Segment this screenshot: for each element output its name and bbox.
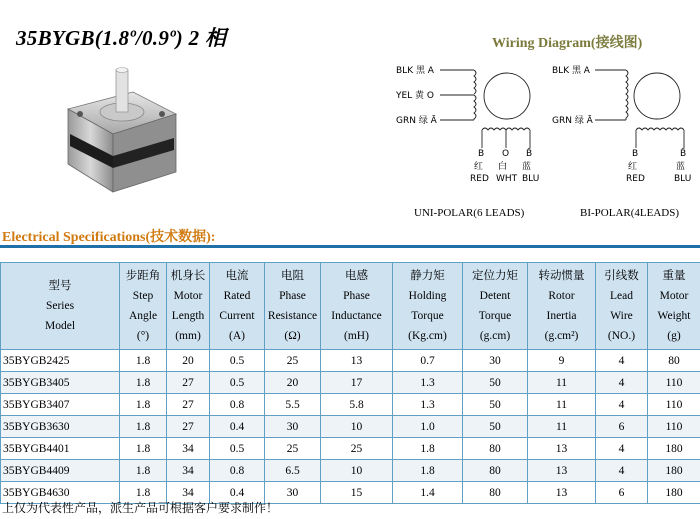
bi-label-grn: GRN 绿 Ā xyxy=(552,116,593,126)
table-cell: 27 xyxy=(167,416,210,438)
header-line: (g.cm²) xyxy=(544,330,579,342)
header-line: 型号 xyxy=(48,280,72,292)
table-cell: 6 xyxy=(596,416,648,438)
header-line: Inertia xyxy=(546,310,577,322)
header-line: 转动惯量 xyxy=(538,270,585,282)
table-header-cell xyxy=(463,263,528,350)
table-cell: 1.8 xyxy=(120,394,167,416)
table-row xyxy=(1,372,700,394)
table-cell: 0.8 xyxy=(210,394,265,416)
table-row xyxy=(1,438,700,460)
table-cell: 10 xyxy=(321,416,393,438)
table-cell: 5.5 xyxy=(265,394,321,416)
header-line: 电流 xyxy=(225,270,249,282)
header-line: 重量 xyxy=(662,270,686,282)
header-line: Motor xyxy=(659,290,689,302)
uni-label-blu-cn: 蓝 xyxy=(522,162,532,172)
table-cell: 13 xyxy=(528,460,596,482)
table-cell: 1.8 xyxy=(120,438,167,460)
model-cell: 35BYGB3407 xyxy=(1,394,120,416)
model-cell: 35BYGB4409 xyxy=(1,460,120,482)
table-cell: 4 xyxy=(596,394,648,416)
header-line: Length xyxy=(171,310,205,322)
table-cell: 1.8 xyxy=(393,460,463,482)
bi-label-b: B xyxy=(632,149,639,159)
table-cell: 25 xyxy=(265,350,321,372)
footer-note: 上仅为代表性产品，派生产品可根据客户要求制作！ xyxy=(2,501,279,515)
table-cell: 10 xyxy=(321,460,393,482)
table-cell: 0.5 xyxy=(210,438,265,460)
model-cell: 35BYGB4401 xyxy=(1,438,120,460)
uni-label-blk: BLK 黑 A xyxy=(396,66,434,76)
header-line: (g) xyxy=(667,330,681,342)
table-cell: 1.8 xyxy=(120,416,167,438)
table-cell: 27 xyxy=(167,372,210,394)
uni-label-bbar: B̄ xyxy=(526,149,533,159)
unipolar-caption: UNI-POLAR(6 LEADS) xyxy=(414,207,525,219)
table-row xyxy=(1,460,700,482)
header-line: (mm) xyxy=(175,330,201,342)
table-header-cell xyxy=(393,263,463,350)
table-cell: 1.3 xyxy=(393,372,463,394)
table-header-cell xyxy=(167,263,210,350)
table-header-cell xyxy=(265,263,321,350)
bi-label-red-cn: 红 xyxy=(628,162,638,172)
table-cell: 1.8 xyxy=(120,460,167,482)
table-cell: 1.8 xyxy=(393,438,463,460)
header-line: Angle xyxy=(128,310,158,322)
header-line: Inductance xyxy=(331,310,382,322)
table-header-cell xyxy=(1,263,120,350)
table-row xyxy=(1,350,700,372)
table-cell: 4 xyxy=(596,350,648,372)
header-line: (NO.) xyxy=(607,330,636,342)
uni-label-b: B xyxy=(478,149,485,159)
table-cell: 180 xyxy=(648,482,700,504)
wiring-diagram xyxy=(390,58,700,223)
table-header-cell xyxy=(210,263,265,350)
table-cell: 0.8 xyxy=(210,460,265,482)
page-title: 35BYGB(1.8º/0.9º) 2 相 xyxy=(16,26,227,50)
uni-label-wht: WHT xyxy=(496,174,518,184)
header-line: Rotor xyxy=(548,290,575,302)
header-line: (A) xyxy=(229,330,245,342)
model-cell: 35BYGB4630 xyxy=(1,482,120,504)
table-cell: 0.5 xyxy=(210,372,265,394)
stepper-motor-image xyxy=(58,64,183,199)
table-cell: 50 xyxy=(463,416,528,438)
header-line: Detent xyxy=(479,290,511,302)
header-line: Phase xyxy=(279,290,306,302)
model-cell: 35BYGB3405 xyxy=(1,372,120,394)
bi-label-blu: BLU xyxy=(674,174,692,184)
uni-label-red-cn: 红 xyxy=(474,162,484,172)
table-cell: 110 xyxy=(648,416,700,438)
table-cell: 180 xyxy=(648,460,700,482)
table-cell: 0.4 xyxy=(210,416,265,438)
bi-label-blu-cn: 蓝 xyxy=(676,162,686,172)
header-line: Phase xyxy=(343,290,370,302)
header-line: 步距角 xyxy=(125,270,161,282)
bi-label-blk: BLK 黑 A xyxy=(552,66,590,76)
table-cell: 0.7 xyxy=(393,350,463,372)
table-cell: 1.8 xyxy=(120,372,167,394)
uni-label-grn: GRN 绿 Ā xyxy=(396,116,437,126)
table-row xyxy=(1,416,700,438)
header-line: Lead xyxy=(610,290,633,302)
header-line: 电感 xyxy=(345,270,368,282)
table-cell: 4 xyxy=(596,372,648,394)
table-cell: 4 xyxy=(596,460,648,482)
table-cell: 25 xyxy=(265,438,321,460)
table-cell: 80 xyxy=(463,482,528,504)
table-row xyxy=(1,394,700,416)
header-line: Motor xyxy=(173,290,203,302)
bi-label-red: RED xyxy=(626,174,645,184)
table-cell: 1.3 xyxy=(393,394,463,416)
table-cell: 4 xyxy=(596,438,648,460)
table-cell: 13 xyxy=(528,482,596,504)
table-cell: 34 xyxy=(167,482,210,504)
table-cell: 30 xyxy=(463,350,528,372)
header-line: 静力矩 xyxy=(410,270,445,282)
table-cell: 80 xyxy=(463,460,528,482)
uni-label-yel: YEL 黄 O xyxy=(396,91,435,101)
table-header-cell xyxy=(321,263,393,350)
header-line: (mH) xyxy=(344,330,369,342)
table-cell: 110 xyxy=(648,372,700,394)
header-line: Torque xyxy=(478,310,512,322)
header-line: (g.cm) xyxy=(479,330,511,342)
header-line: (Kg.cm) xyxy=(408,330,447,342)
section-divider xyxy=(0,245,700,248)
header-line: Step xyxy=(132,290,154,302)
table-cell: 80 xyxy=(463,438,528,460)
header-line: Torque xyxy=(411,310,444,322)
table-cell: 1.8 xyxy=(120,482,167,504)
header-line: 电阻 xyxy=(281,270,304,282)
table-cell: 30 xyxy=(265,416,321,438)
header-line: Resistance xyxy=(267,310,318,322)
table-cell: 11 xyxy=(528,372,596,394)
uni-label-o: O xyxy=(502,149,510,159)
table-cell: 180 xyxy=(648,438,700,460)
table-cell: 27 xyxy=(167,394,210,416)
header-line: (°) xyxy=(136,330,150,342)
table-cell: 17 xyxy=(321,372,393,394)
table-header-cell xyxy=(120,263,167,350)
header-line: 引线数 xyxy=(604,270,639,282)
table-cell: 50 xyxy=(463,372,528,394)
table-cell: 9 xyxy=(528,350,596,372)
table-cell: 110 xyxy=(648,394,700,416)
table-cell: 5.8 xyxy=(321,394,393,416)
table-cell: 6 xyxy=(596,482,648,504)
uni-label-blu: BLU xyxy=(522,174,540,184)
table-header-row xyxy=(1,263,700,350)
uni-label-wht-cn: 白 xyxy=(498,162,508,172)
table-cell: 20 xyxy=(265,372,321,394)
table-cell: 20 xyxy=(167,350,210,372)
header-line: Rated xyxy=(223,290,251,302)
uni-label-red: RED xyxy=(470,174,489,184)
model-cell: 35BYGB2425 xyxy=(1,350,120,372)
table-header-cell xyxy=(528,263,596,350)
table-cell: 34 xyxy=(167,438,210,460)
table-cell: 1.0 xyxy=(393,416,463,438)
table-cell: 6.5 xyxy=(265,460,321,482)
table-header-cell xyxy=(596,263,648,350)
table-cell: 30 xyxy=(265,482,321,504)
header-line: (Ω) xyxy=(284,330,301,342)
table-cell: 1.4 xyxy=(393,482,463,504)
table-header-cell xyxy=(648,263,700,350)
bipolar-caption: BI-POLAR(4LEADS) xyxy=(580,207,679,219)
table-cell: 13 xyxy=(528,438,596,460)
header-line: Weight xyxy=(657,310,691,322)
model-cell: 35BYGB3630 xyxy=(1,416,120,438)
table-cell: 80 xyxy=(648,350,700,372)
electrical-spec-table xyxy=(0,262,700,504)
header-line: Wire xyxy=(610,310,633,322)
header-line: 定位力矩 xyxy=(472,270,518,282)
header-line: Model xyxy=(44,320,76,332)
header-line: Holding xyxy=(408,290,447,302)
table-cell: 0.4 xyxy=(210,482,265,504)
table-cell: 34 xyxy=(167,460,210,482)
wiring-diagram-title: Wiring Diagram(接线图) xyxy=(492,36,643,51)
bi-label-bbar: B̄ xyxy=(680,149,687,159)
table-cell: 1.8 xyxy=(120,350,167,372)
header-line: 机身长 xyxy=(170,270,206,282)
header-line: Current xyxy=(219,310,255,322)
table-cell: 15 xyxy=(321,482,393,504)
table-cell: 13 xyxy=(321,350,393,372)
table-cell: 50 xyxy=(463,394,528,416)
header-line: Series xyxy=(45,300,75,312)
table-cell: 0.5 xyxy=(210,350,265,372)
table-cell: 11 xyxy=(528,416,596,438)
electrical-specifications-title: Electrical Specifications(技术数据): xyxy=(2,230,216,245)
table-cell: 11 xyxy=(528,394,596,416)
table-cell: 25 xyxy=(321,438,393,460)
